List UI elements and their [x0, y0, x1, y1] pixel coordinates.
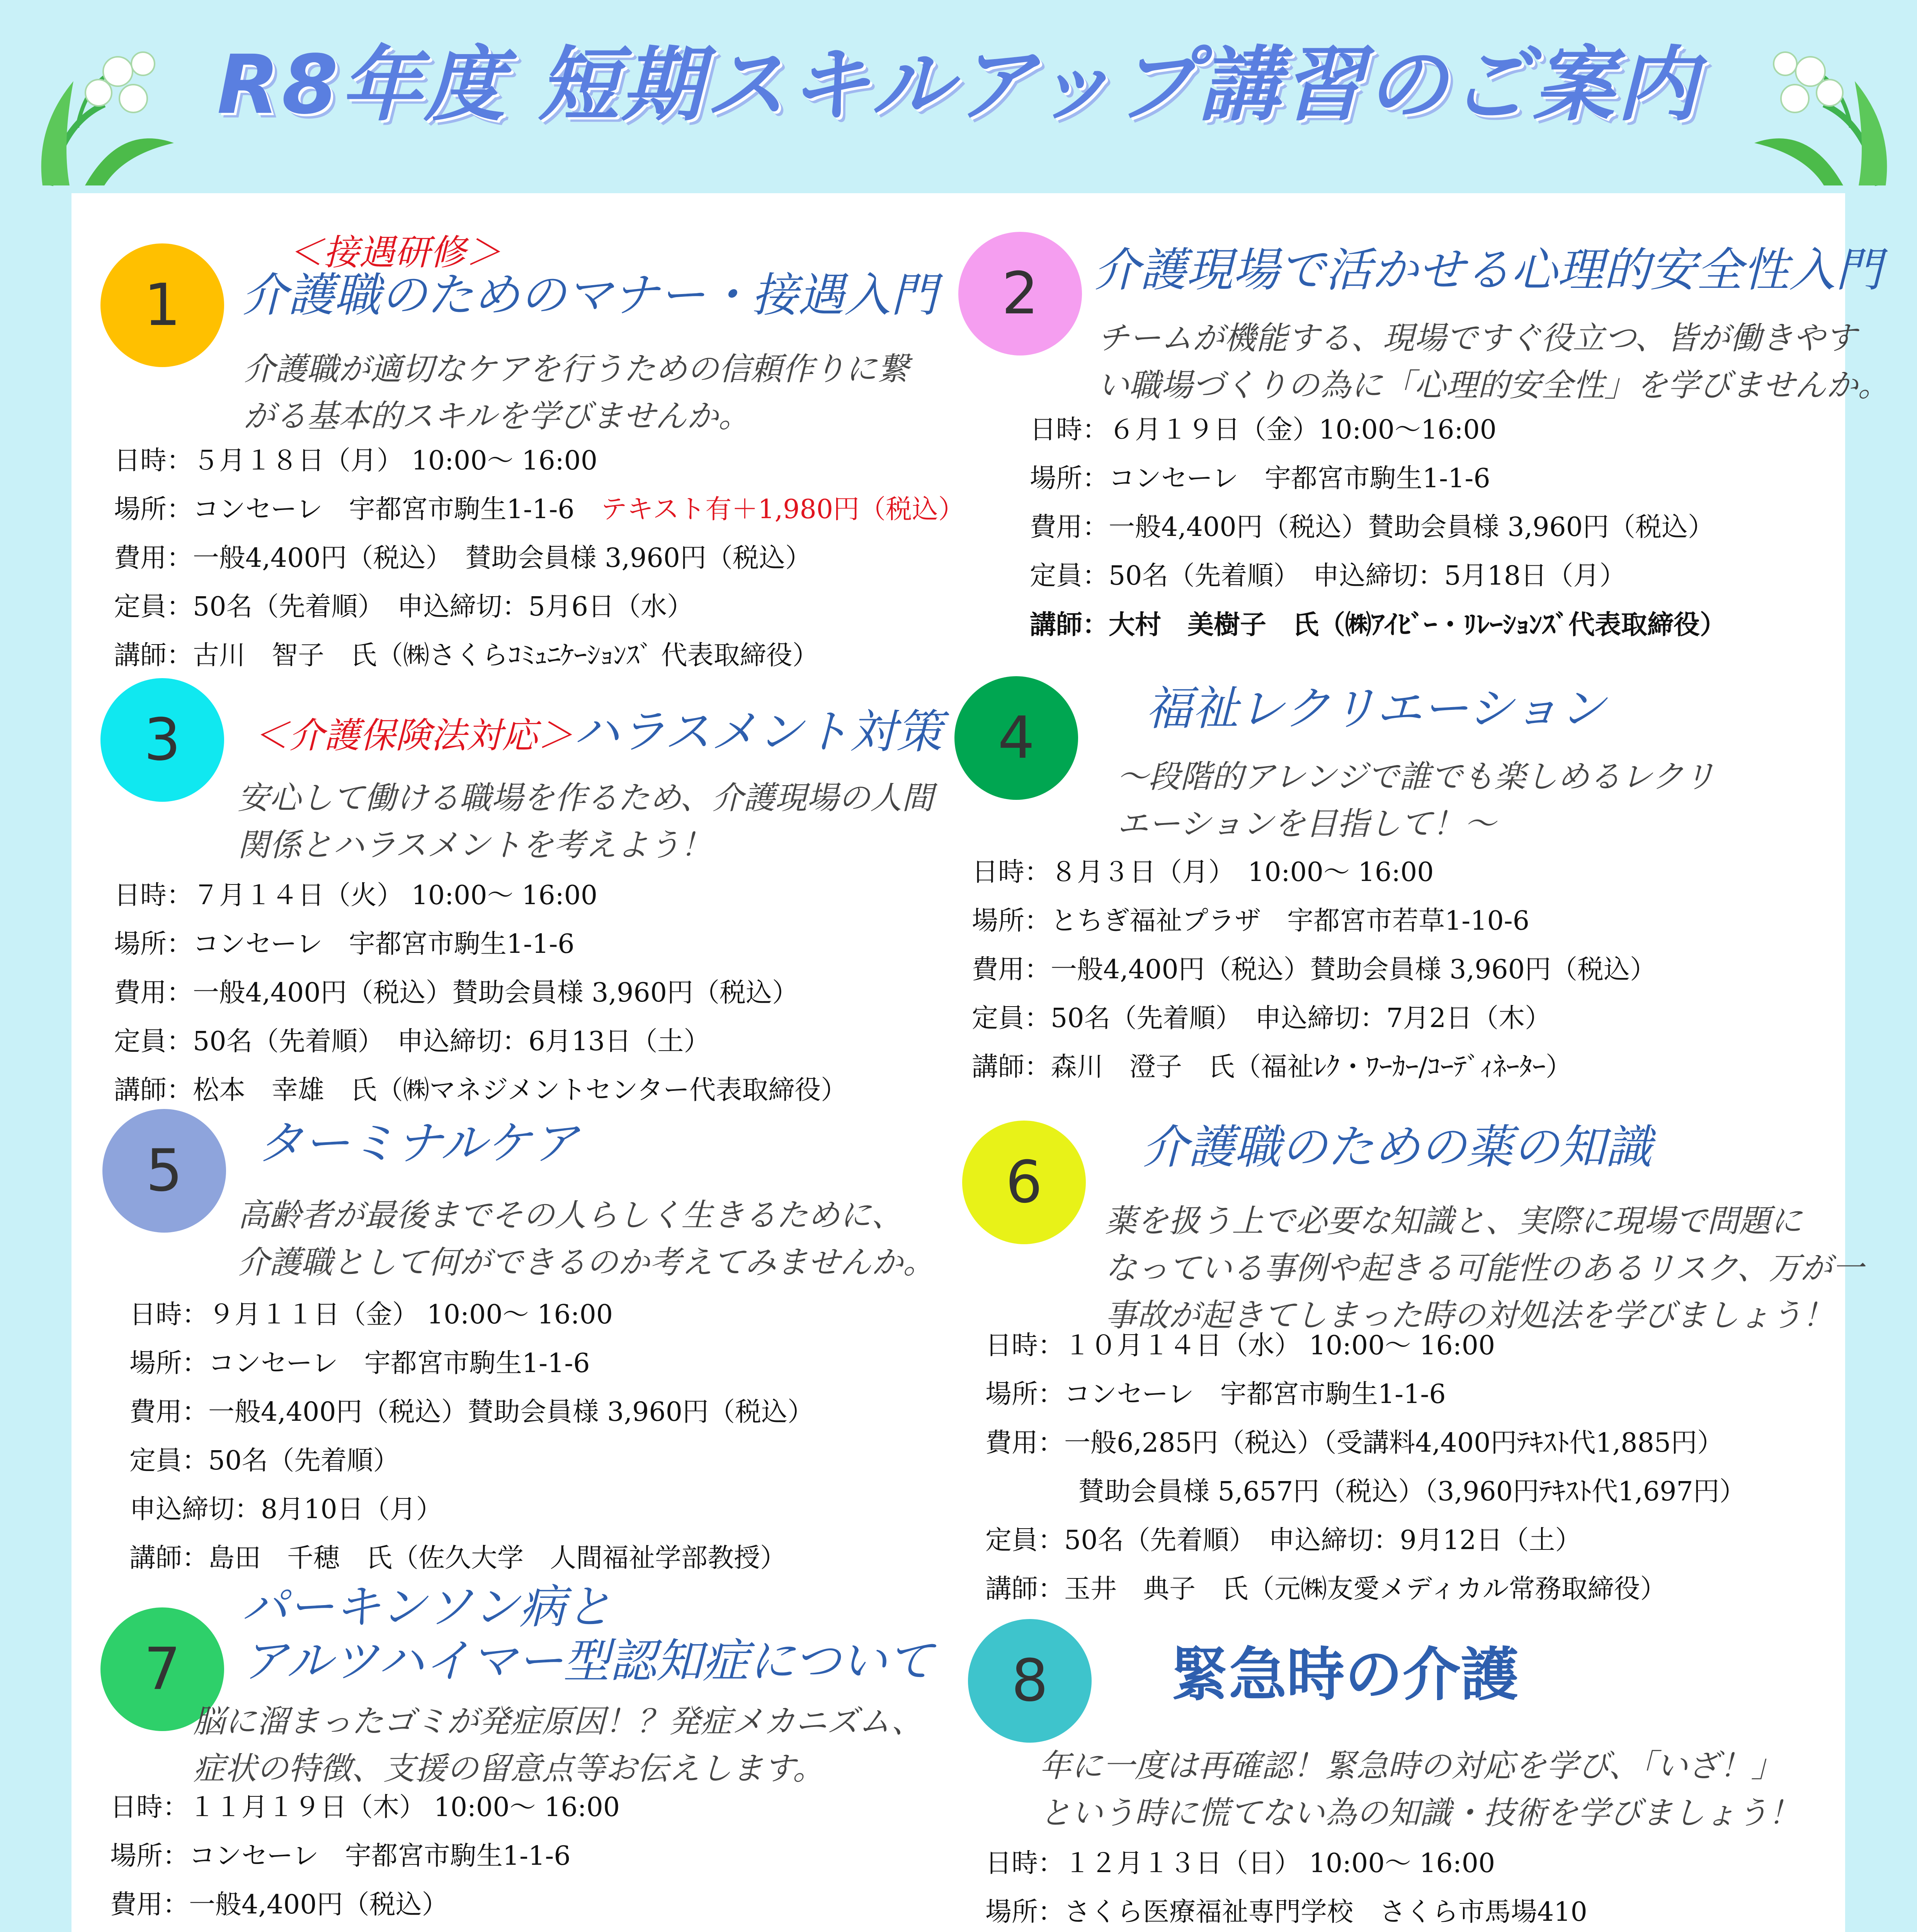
description-line: ～段階的アレンジで誰でも楽しめるレクリ — [1117, 759, 1715, 795]
course-number-badge: 5 — [102, 1109, 226, 1233]
course-fee: 費用：一般6,285円（税込）（受講料4,400円ﾃｷｽﾄ代1,885円） — [985, 1428, 1724, 1458]
course-details — [129, 1291, 814, 1583]
course-lecturer: 講師：松本 幸雄 氏（㈱マネジメントセンター代表取締役） — [114, 1075, 847, 1105]
course-number-badge: 1 — [100, 243, 224, 367]
description-line: 事故が起きてしまった時の対処法を学びましょう！ — [1105, 1297, 1834, 1334]
course-title-row — [253, 705, 942, 763]
course-fee: 費用：一般4,400円（税込） 賛助会員様 3,960円（税込） — [114, 543, 811, 573]
course-description — [243, 346, 909, 440]
course-title: 介護現場で活かせる心理的安全性入門 — [1094, 243, 1882, 297]
course-title — [242, 1580, 933, 1689]
course-fee: 費用：一般4,400円（税込）賛助会員様 3,960円（税込） — [972, 954, 1656, 985]
course-fee: 費用：一般4,400円（税込） — [110, 1889, 448, 1920]
course-lecturer: 講師：大村 美樹子 氏（㈱ｱｲﾋﾞｰ・ﾘﾚｰｼｮﾝｽﾞ代表取締役） — [1030, 609, 1726, 640]
course-description — [1039, 1743, 1800, 1837]
description-line: なっている事例や起きる可能性のあるリスク、万が一 — [1105, 1250, 1864, 1287]
course-date: 日時：１０月１４日（水） 10:00～ 16:00 — [985, 1330, 1495, 1361]
course-capacity: 定員：50名（先着順） — [129, 1446, 400, 1476]
course-capacity: 定員：50名（先着順） 申込締切：5月18日（月） — [1030, 561, 1626, 591]
course-details — [985, 1839, 1746, 1932]
course-title-line: アルツハイマー型認知症について — [242, 1634, 934, 1688]
course-fee: 費用：一般4,400円（税込）賛助会員様 3,960円（税込） — [114, 978, 798, 1008]
description-line: 脳に溜まったゴミが発症原因！？発症メカニズム、 — [193, 1703, 923, 1740]
course-details — [1030, 406, 1726, 649]
course-title: ハラスメント対策 — [573, 705, 943, 759]
course-lecturer: 講師：玉井 典子 氏（元㈱友愛メディカル常務取締役） — [985, 1574, 1667, 1604]
course-number-badge: 6 — [962, 1121, 1086, 1244]
course-place: 場所：コンセーレ 宇都宮市駒生1-1-6 — [114, 494, 575, 525]
course-capacity: 定員：50名（先着順） 申込締切：6月13日（土） — [114, 1026, 710, 1057]
description-line: エーションを目指して！～ — [1117, 806, 1496, 842]
course-date: 日時：５月１８日（月） 10:00～ 16:00 — [114, 446, 598, 476]
course-title: 介護職のための薬の知識 — [1142, 1121, 1652, 1174]
course-place: 場所：コンセーレ 宇都宮市駒生1-1-6 — [114, 929, 575, 959]
course-title: 福祉レクリエーション — [1146, 682, 1606, 736]
course-date: 日時：６月１９日（金）10:00～16:00 — [1030, 415, 1497, 445]
course-date: 日時：１２月１３日（日） 10:00～ 16:00 — [985, 1848, 1495, 1879]
description-line: という時に慌てない為の知識・技術を学びましょう！ — [1039, 1795, 1800, 1832]
course-description — [238, 1192, 935, 1286]
page-title: R8年度 短期スキルアップ講習のご案内 — [217, 37, 1700, 132]
course-date: 日時：８月３日（月） 10:00～ 16:00 — [972, 857, 1434, 888]
course-deadline: 申込締切：8月10日（月） — [129, 1494, 442, 1525]
course-capacity: 定員：50名（先着順） 申込締切：9月12日（土） — [985, 1525, 1582, 1556]
course-details — [114, 437, 964, 680]
course-fee: 費用：一般4,400円（税込）賛助会員様 3,960円（税込） — [1030, 512, 1714, 543]
description-line: 介護職が適切なケアを行うための信頼作りに繋 — [243, 351, 909, 388]
course-date: 日時：７月１４日（火） 10:00～ 16:00 — [114, 880, 598, 911]
description-line: 年に一度は再確認！緊急時の対応を学び、「いざ！」 — [1039, 1748, 1783, 1784]
course-title-line: パーキンソン病と — [242, 1580, 612, 1634]
course-details — [985, 1321, 1746, 1614]
description-line: 関係とハラスメントを考えよう！ — [238, 827, 712, 864]
description-line: 高齢者が最後までその人らしく生きるために、 — [238, 1197, 903, 1234]
course-number-badge: 8 — [968, 1619, 1092, 1743]
course-place: 場所：コンセーレ 宇都宮市駒生1-1-6 — [985, 1379, 1446, 1410]
course-number-badge: 7 — [100, 1607, 224, 1731]
description-line: チームが機能する、現場ですぐ役立つ、皆が働きやす — [1097, 320, 1857, 357]
course-title: ターミナルケア — [257, 1117, 578, 1170]
description-line: 介護職として何ができるのか考えてみませんか。 — [238, 1244, 935, 1281]
course-details — [110, 1783, 740, 1932]
description-line: い職場づくりの為に「心理的安全性」を学びませんか。 — [1097, 367, 1890, 404]
course-text-note: テキスト有＋1,980円（税込） — [600, 494, 964, 525]
course-date: 日時：１１月１９日（木） 10:00～ 16:00 — [110, 1792, 620, 1823]
course-place: 場所：とちぎ福祉プラザ 宇都宮市若草1-10-6 — [972, 906, 1530, 936]
course-place: 場所：コンセーレ 宇都宮市駒生1-1-6 — [110, 1841, 571, 1871]
course-description — [193, 1698, 923, 1793]
course-lecturer: 講師：森川 澄子 氏（福祉ﾚｸ・ﾜｰｶｰ/ｺｰﾃﾞｨﾈｰﾀｰ） — [972, 1052, 1572, 1082]
course-tag: ＜介護保険法対応＞ — [253, 715, 573, 756]
course-number-badge: 4 — [954, 676, 1078, 800]
course-description — [1105, 1198, 1864, 1339]
description-line: がる基本的スキルを学びませんか。 — [243, 398, 750, 435]
course-description — [238, 775, 934, 869]
description-line: 薬を扱う上で必要な知識と、実際に現場で問題に — [1105, 1203, 1802, 1240]
course-tag: ＜接遇研修＞ — [288, 232, 502, 273]
course-details — [972, 848, 1656, 1092]
course-place-row — [114, 485, 964, 534]
course-title: 介護職のためのマナー・接遇入門 — [242, 269, 937, 322]
course-place: 場所：さくら医療福祉専門学校 さくら市馬場410 — [985, 1897, 1587, 1927]
course-place: 場所：コンセーレ 宇都宮市駒生1-1-6 — [1030, 463, 1490, 494]
course-fee-member — [110, 1929, 740, 1932]
course-capacity: 定員：50名（先着順） 申込締切：5月6日（水） — [114, 592, 694, 622]
course-description — [1097, 315, 1890, 409]
course-number-badge: 2 — [958, 232, 1082, 355]
course-details — [114, 871, 847, 1115]
course-sheet — [71, 193, 1890, 1932]
course-fee: 費用：一般4,400円（税込）賛助会員様 3,960円（税込） — [129, 1397, 814, 1427]
course-description — [1117, 753, 1715, 848]
description-line: 症状の特徴、支援の留意点等お伝えします。 — [193, 1750, 825, 1787]
description-line: 安心して働ける職場を作るため、介護現場の人間 — [238, 780, 934, 816]
course-lecturer: 講師：古川 智子 氏（㈱さくらｺﾐｭﾆｹｰｼｮﾝｽﾞ 代表取締役） — [114, 640, 819, 671]
course-fee-member: 賛助会員様 5,657円（税込）（3,960円ﾃｷｽﾄ代1,697円） — [1078, 1476, 1746, 1507]
course-title: 緊急時の介護 — [1171, 1641, 1519, 1709]
course-number-badge: 3 — [100, 678, 224, 802]
course-capacity: 定員：50名（先着順） 申込締切：7月2日（木） — [972, 1003, 1551, 1034]
course-date: 日時：９月１１日（金） 10:00～ 16:00 — [129, 1299, 613, 1330]
course-place: 場所：コンセーレ 宇都宮市駒生1-1-6 — [129, 1348, 590, 1379]
course-lecturer: 講師：島田 千穂 氏（佐久大学 人間福祉学部教授） — [129, 1543, 787, 1573]
